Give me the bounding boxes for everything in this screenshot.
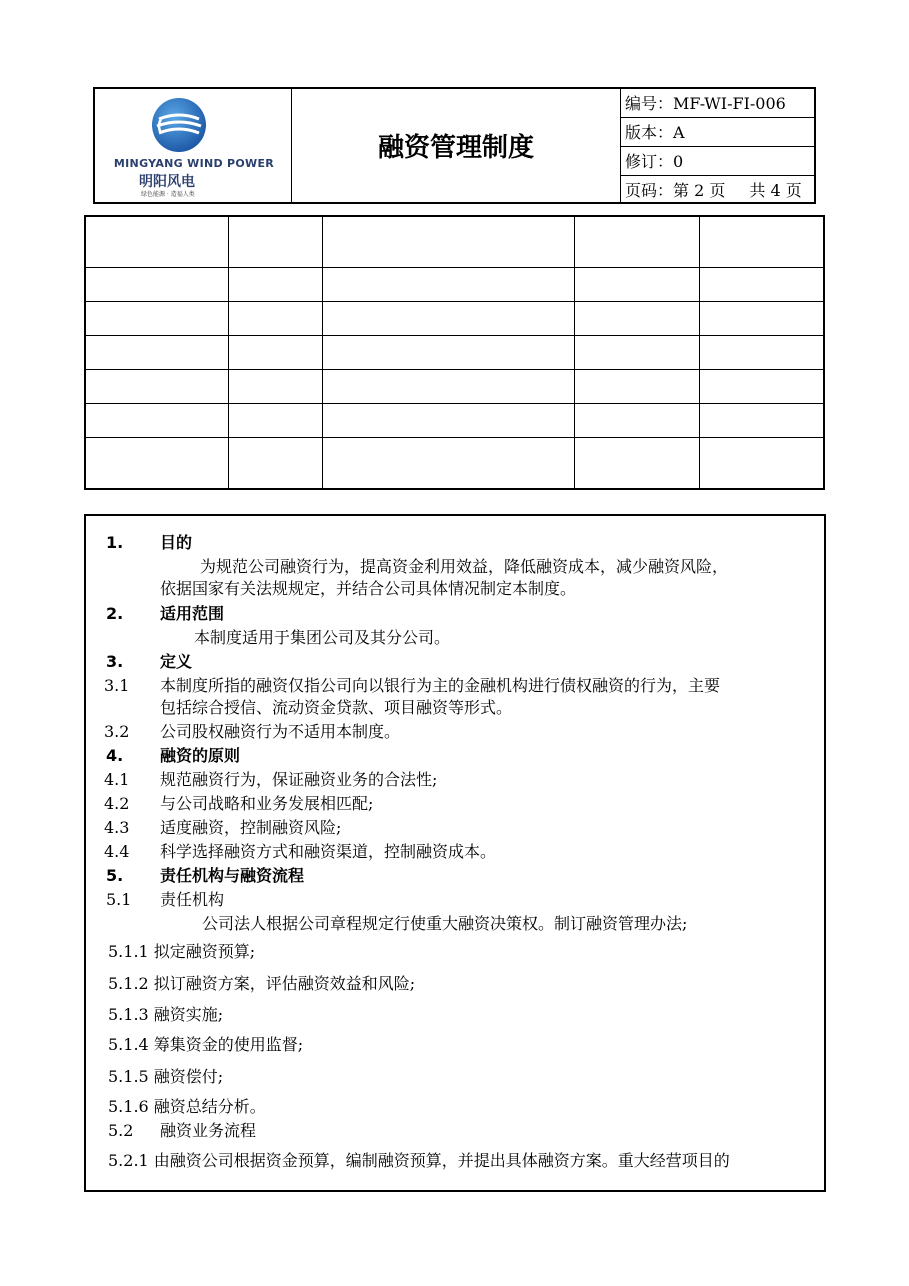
clause-5-1-title: 责任机构 (160, 890, 225, 909)
table-row (85, 301, 824, 335)
clause-5-2-1: 5.2.1 由融资公司根据资金预算，编制融资预算，并提出具体融资方案。重大经营项目的 (108, 1151, 730, 1170)
logo-english-name: MINGYANG WIND POWER (113, 157, 275, 170)
meta-page (621, 176, 814, 204)
clause-5-2-title: 融资业务流程 (160, 1121, 257, 1140)
clause-3-1-line-2: 包括综合授信、流动资金贷款、项目融资等形式。 (160, 698, 513, 717)
section-5-number: 5. (106, 866, 124, 885)
clause-5-1-4: 5.1.4 筹集资金的使用监督; (108, 1035, 304, 1054)
clause-5-1-1: 5.1.1 拟定融资预算; (108, 942, 256, 961)
logo-slogan: 绿色能源 · 造福人类 (141, 191, 195, 198)
section-2-paragraph: 本制度适用于集团公司及其分公司。 (194, 628, 451, 647)
clause-5-1-paragraph: 公司法人根据公司章程规定行使重大融资决策权。制订融资管理办法; (202, 914, 688, 933)
table-row (85, 438, 824, 489)
meta-version: 版本：A (621, 118, 814, 147)
section-3-number: 3. (106, 652, 124, 671)
clause-5-1-6: 5.1.6 融资总结分析。 (108, 1097, 266, 1116)
document-title: 融资管理制度 (377, 133, 534, 163)
clause-4-2-text: 与公司战略和业务发展相匹配; (160, 794, 374, 813)
clause-5-2-number: 5.2 (108, 1121, 134, 1140)
section-4-title: 融资的原则 (160, 746, 241, 765)
table-row (85, 404, 824, 438)
table-row (85, 335, 824, 369)
clause-4-4-number: 4.4 (104, 842, 130, 861)
logo-cell (95, 89, 292, 202)
section-4-number: 4. (106, 746, 124, 765)
clause-4-1-number: 4.1 (104, 770, 130, 789)
revision-grid-table (84, 215, 825, 490)
clause-5-1-2: 5.1.2 拟订融资方案，评估融资效益和风险; (108, 974, 416, 993)
meta-page-total: 共 4 页 (749, 181, 802, 200)
section-5-title: 责任机构与融资流程 (160, 866, 305, 885)
section-3-title: 定义 (160, 652, 193, 671)
section-1-paragraph-line-1: 为规范公司融资行为，提高资金利用效益，降低融资成本，减少融资风险， (200, 557, 729, 576)
document-body (84, 514, 826, 1192)
section-2-number: 2. (106, 604, 124, 623)
clause-5-1-3: 5.1.3 融资实施; (108, 1005, 224, 1024)
section-1-paragraph-line-2: 依据国家有关法规规定，并结合公司具体情况制定本制度。 (160, 579, 577, 598)
clause-4-1-text: 规范融资行为，保证融资业务的合法性; (160, 770, 438, 789)
table-row (85, 267, 824, 301)
title-cell (292, 89, 621, 202)
meta-page-label: 页码：第 2 页 (625, 181, 726, 200)
clause-5-1-5: 5.1.5 融资偿付; (108, 1067, 224, 1086)
meta-cell (621, 89, 814, 202)
clause-4-2-number: 4.2 (104, 794, 130, 813)
clause-4-3-text: 适度融资，控制融资风险; (160, 818, 342, 837)
company-logo-icon (151, 97, 207, 153)
clause-3-2-text: 公司股权融资行为不适用本制度。 (160, 722, 401, 741)
table-row (85, 216, 824, 267)
clause-4-4-text: 科学选择融资方式和融资渠道，控制融资成本。 (160, 842, 497, 861)
clause-3-1-line-1: 本制度所指的融资仅指公司向以银行为主的金融机构进行债权融资的行为，主要 (160, 676, 721, 695)
clause-4-3-number: 4.3 (104, 818, 130, 837)
clause-5-1-number: 5.1 (106, 890, 132, 909)
table-row (85, 370, 824, 404)
clause-3-2-number: 3.2 (104, 722, 130, 741)
logo-chinese-name: 明阳风电 (139, 174, 195, 190)
clause-3-1-number: 3.1 (104, 676, 130, 695)
section-1-title: 目的 (160, 533, 193, 552)
document-header (93, 87, 816, 204)
meta-revision: 修订：0 (621, 147, 814, 176)
meta-code: 编号：MF-WI-FI-006 (621, 89, 814, 118)
section-1-number: 1. (106, 533, 124, 552)
section-2-title: 适用范围 (160, 604, 225, 623)
